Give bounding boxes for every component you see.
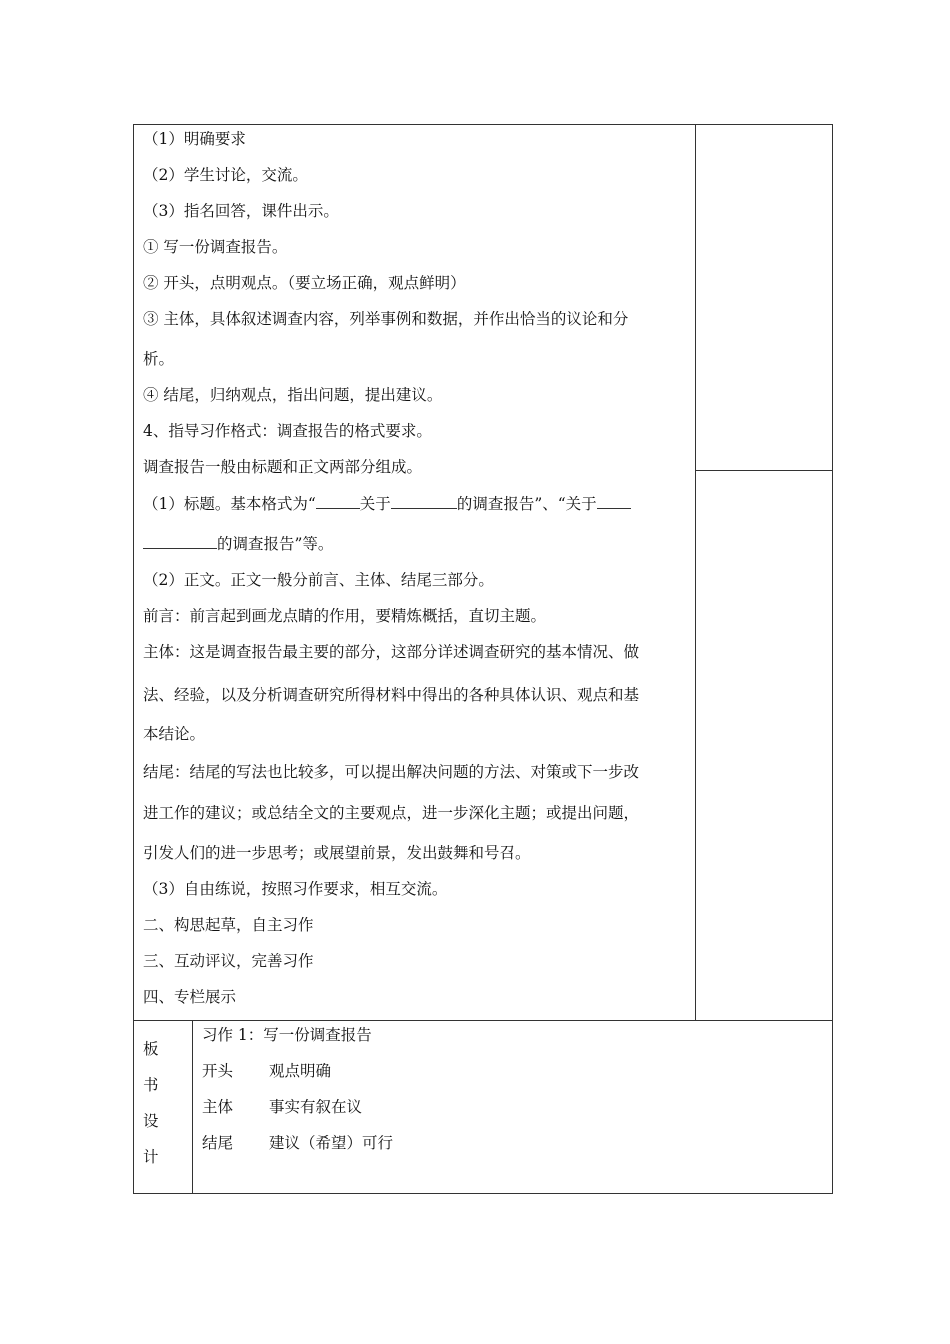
text-line: ③ 主体，具体叙述调查内容，列举事例和数据，并作出恰当的议论和分 xyxy=(143,310,629,328)
text-line: 本结论。 xyxy=(143,725,206,743)
board-row-value: 建议（希望）可行 xyxy=(269,1134,394,1152)
title-format-suffix: 的调查报告”等。 xyxy=(217,535,334,553)
table-top-border xyxy=(133,124,833,125)
fill-blank xyxy=(391,494,457,509)
board-row-value: 事实有叙在议 xyxy=(269,1098,363,1116)
text-line: 前言：前言起到画龙点睛的作用，要精炼概括，直切主题。 xyxy=(143,607,547,625)
fill-blank xyxy=(597,494,631,509)
column-divider xyxy=(695,124,696,1021)
text-line: 三、互动评议，完善习作 xyxy=(143,952,314,970)
table-left-border xyxy=(133,124,134,1194)
text-line: ① 写一份调查报告。 xyxy=(143,238,288,256)
board-label-char: 计 xyxy=(143,1148,159,1166)
title-format-mid2: 的调查报告”、“关于 xyxy=(456,495,597,513)
text-line: （3）指名回答，课件出示。 xyxy=(143,202,339,220)
text-line: 主体：这是调查报告最主要的部分，这部分详述调查研究的基本情况、做 xyxy=(143,643,640,661)
board-label-divider xyxy=(192,1020,193,1194)
board-row-label: 主体 xyxy=(202,1098,234,1116)
text-line: （3）自由练说，按照习作要求，相互交流。 xyxy=(143,880,448,898)
text-line: 4、指导习作格式：调查报告的格式要求。 xyxy=(143,422,432,440)
board-row-top-border xyxy=(133,1020,833,1021)
text-line: （1）明确要求 xyxy=(143,130,246,148)
board-row-value: 观点明确 xyxy=(269,1062,332,1080)
text-line: （2）正文。正文一般分前言、主体、结尾三部分。 xyxy=(143,571,494,589)
title-format-mid1: 关于 xyxy=(359,495,391,513)
board-label-char: 设 xyxy=(143,1112,159,1130)
text-line: 进工作的建议；或总结全文的主要观点，进一步深化主题；或提出问题， xyxy=(143,804,640,822)
text-line: 析。 xyxy=(143,350,175,368)
board-row-label: 开头 xyxy=(202,1062,234,1080)
fill-blank xyxy=(316,494,360,509)
text-line: 结尾：结尾的写法也比较多，可以提出解决问题的方法、对策或下一步改 xyxy=(143,763,640,781)
table-bottom-border xyxy=(133,1193,833,1194)
text-line: 引发人们的进一步思考；或展望前景，发出鼓舞和号召。 xyxy=(143,844,531,862)
board-label-char: 书 xyxy=(143,1076,159,1094)
side-cell-divider xyxy=(695,470,833,471)
fill-blank xyxy=(143,534,217,549)
text-line: ② 开头，点明观点。（要立场正确，观点鲜明） xyxy=(143,274,466,292)
board-row-label: 结尾 xyxy=(202,1134,234,1152)
title-format-line xyxy=(143,494,631,514)
table-right-border xyxy=(832,124,833,1194)
text-line: 二、构思起草，自主习作 xyxy=(143,916,314,934)
text-line: （2）学生讨论，交流。 xyxy=(143,166,308,184)
board-label-char: 板 xyxy=(143,1040,159,1058)
text-line: 法、经验，以及分析调查研究所得材料中得出的各种具体认识、观点和基 xyxy=(143,686,640,704)
text-line: ④ 结尾，归纳观点，指出问题，提出建议。 xyxy=(143,386,443,404)
text-line: 调查报告一般由标题和正文两部分组成。 xyxy=(143,458,423,476)
title-format-prefix: （1）标题。基本格式为“ xyxy=(143,495,316,513)
title-format-line-2 xyxy=(143,534,333,554)
text-line: 四、专栏展示 xyxy=(143,988,237,1006)
board-title: 习作 1：写一份调查报告 xyxy=(202,1026,372,1044)
